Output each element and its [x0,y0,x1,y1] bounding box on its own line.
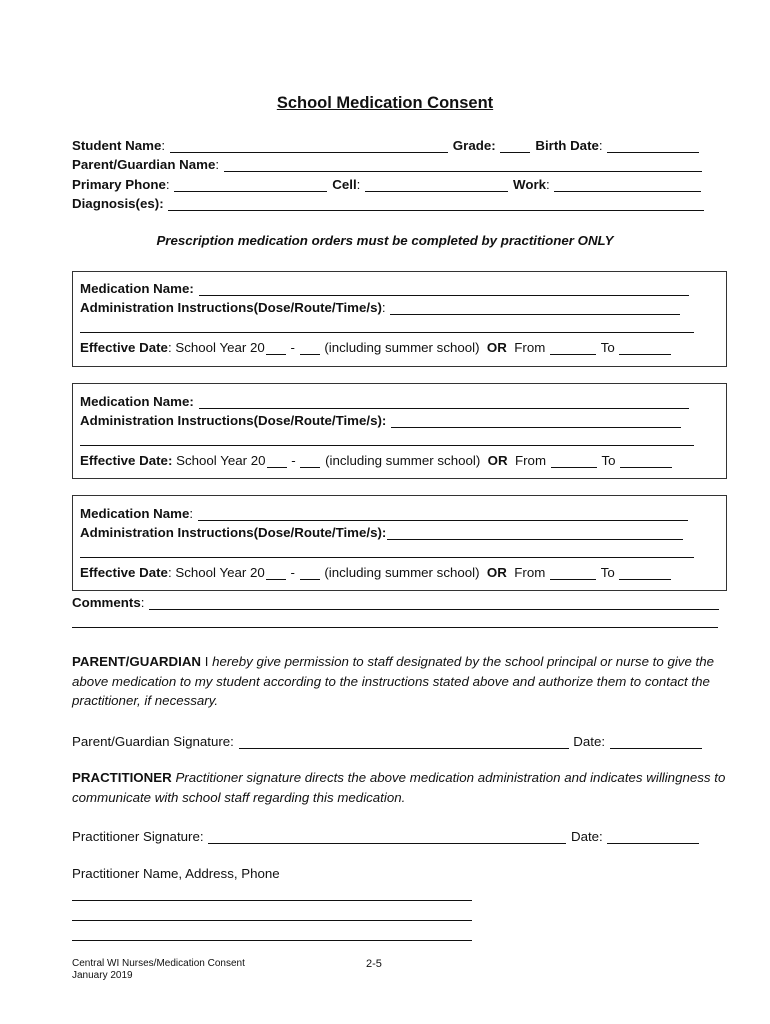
year-end-field[interactable] [300,454,320,468]
parent-heading: PARENT/GUARDIAN [72,654,202,669]
effective-date-label: Effective Date [80,340,168,355]
year-start-field[interactable] [267,454,287,468]
page-title: School Medication Consent [276,94,494,112]
administration-field[interactable] [390,301,680,315]
year-start-field[interactable] [266,566,286,580]
parent-consent-text [72,652,732,711]
practitioner-notice: Prescription medication orders must be completed by practitioner ONLY [156,233,614,248]
medication-name-field[interactable] [199,395,689,409]
medication-name-field[interactable] [198,507,688,521]
practitioner-signature-field[interactable] [208,830,566,844]
or-label: OR [487,453,508,468]
to-label: To [600,565,615,580]
effective-date-label: Effective Date [80,565,168,580]
footer-page-number: 2-5 [366,958,382,970]
medication-block-1 [72,271,727,367]
administration-label: Administration Instructions(Dose/Route/Time/s) [80,300,382,315]
school-year-label: School Year 20 [175,565,265,580]
year-end-field[interactable] [300,341,320,355]
summer-school-note: (including summer school) [324,565,480,580]
birth-date-label: Birth Date [535,138,599,153]
administration-label: Administration Instructions(Dose/Route/Time/s): [80,525,387,540]
comments-label: Comments [72,595,141,610]
effective-date-label: Effective Date: [80,453,173,468]
year-start-field[interactable] [266,341,286,355]
to-date-field[interactable] [619,341,671,355]
effective-date-row: Effective Date: School Year 20 - (including summer school) OR From To [80,450,673,468]
parent-consent-body: hereby give permission to staff designated by the school principal or nurse to give the above medication to my student according to the instructions stated above and authorize them to contact the practitioner, if necessary. [72,654,715,708]
grade-field[interactable] [500,139,530,153]
cell-field[interactable] [365,178,508,192]
footer-date: January 2019 [72,970,133,981]
medication-block-3 [72,495,727,591]
parent-date-label: Date: [573,734,606,749]
effective-date-row: Effective Date : School Year 20 - (including summer school) OR From To [80,337,672,355]
student-name-label: Student Name [72,138,162,153]
administration-field[interactable] [391,414,681,428]
comments-extra-line[interactable] [72,627,718,628]
summer-school-note: (including summer school) [324,340,480,355]
comments-row: Comments : [72,592,720,610]
diagnosis-label: Diagnosis(es): [72,196,164,211]
parent-name-row: Parent/Guardian Name : [72,154,703,172]
practitioner-name-label: Practitioner Name, Address, Phone [72,866,280,881]
school-year-label: School Year 20 [176,453,266,468]
from-label: From [514,565,546,580]
from-label: From [515,453,547,468]
school-year-label: School Year 20 [175,340,265,355]
to-date-field[interactable] [619,566,671,580]
student-name-field[interactable] [170,139,448,153]
grade-label: Grade: [452,138,496,153]
administration-row [80,410,682,428]
practitioner-heading: PRACTITIONER [72,770,172,785]
practitioner-date-field[interactable] [607,830,699,844]
diagnosis-row [72,193,705,211]
parent-name-label: Parent/Guardian Name [72,157,216,172]
parent-text-start: I [204,654,209,669]
parent-signature-row [72,731,703,749]
from-date-field[interactable] [550,566,596,580]
comments-field[interactable] [149,596,719,610]
cell-label: Cell [332,177,357,192]
birth-date-field[interactable] [607,139,699,153]
medication-name-row [80,278,690,296]
medication-block-2 [72,383,727,479]
from-label: From [514,340,546,355]
administration-field[interactable] [387,526,683,540]
medication-name-row: Medication Name : [80,503,689,521]
to-label: To [600,340,615,355]
or-label: OR [486,340,507,355]
practitioner-text [72,768,732,807]
parent-signature-field[interactable] [239,735,569,749]
administration-label: Administration Instructions(Dose/Route/Time/s): [80,413,387,428]
from-date-field[interactable] [550,341,596,355]
administration-row: Administration Instructions(Dose/Route/Time/s) : [80,297,681,315]
student-name-row: Student Name : Grade: Birth Date : [72,135,700,153]
practitioner-info-line-2[interactable] [72,920,472,921]
medication-name-label: Medication Name: [80,281,194,296]
parent-date-field[interactable] [610,735,702,749]
administration-extra-line[interactable] [80,445,694,446]
administration-extra-line[interactable] [80,557,694,558]
medication-name-label: Medication Name: [80,394,194,409]
practitioner-body: Practitioner signature directs the above medication administration and indicates willingness to communicate with school staff regarding this medication. [72,770,726,805]
work-label: Work [513,177,547,192]
summer-school-note: (including summer school) [325,453,481,468]
or-label: OR [486,565,507,580]
parent-name-field[interactable] [224,158,702,172]
primary-phone-field[interactable] [174,178,327,192]
administration-extra-line[interactable] [80,332,694,333]
work-field[interactable] [554,178,701,192]
to-date-field[interactable] [620,454,672,468]
practitioner-signature-row [72,826,700,844]
parent-signature-label: Parent/Guardian Signature: [72,734,234,749]
practitioner-signature-label: Practitioner Signature: [72,829,204,844]
to-label: To [601,453,616,468]
diagnosis-field[interactable] [168,197,704,211]
primary-phone-label: Primary Phone [72,177,166,192]
footer-info [72,958,245,982]
practitioner-info-line-3[interactable] [72,940,472,941]
phone-row: Primary Phone : Cell : Work : [72,174,702,192]
medication-name-field[interactable] [199,282,689,296]
effective-date-row: Effective Date : School Year 20 - (including summer school) OR From To [80,562,672,580]
footer-org: Central WI Nurses/Medication Consent [72,958,245,969]
year-end-field[interactable] [300,566,320,580]
medication-name-label: Medication Name [80,506,190,521]
medication-name-row [80,391,690,409]
practitioner-date-label: Date: [570,829,603,844]
administration-row [80,522,684,540]
from-date-field[interactable] [551,454,597,468]
practitioner-info-line-1[interactable] [72,900,472,901]
